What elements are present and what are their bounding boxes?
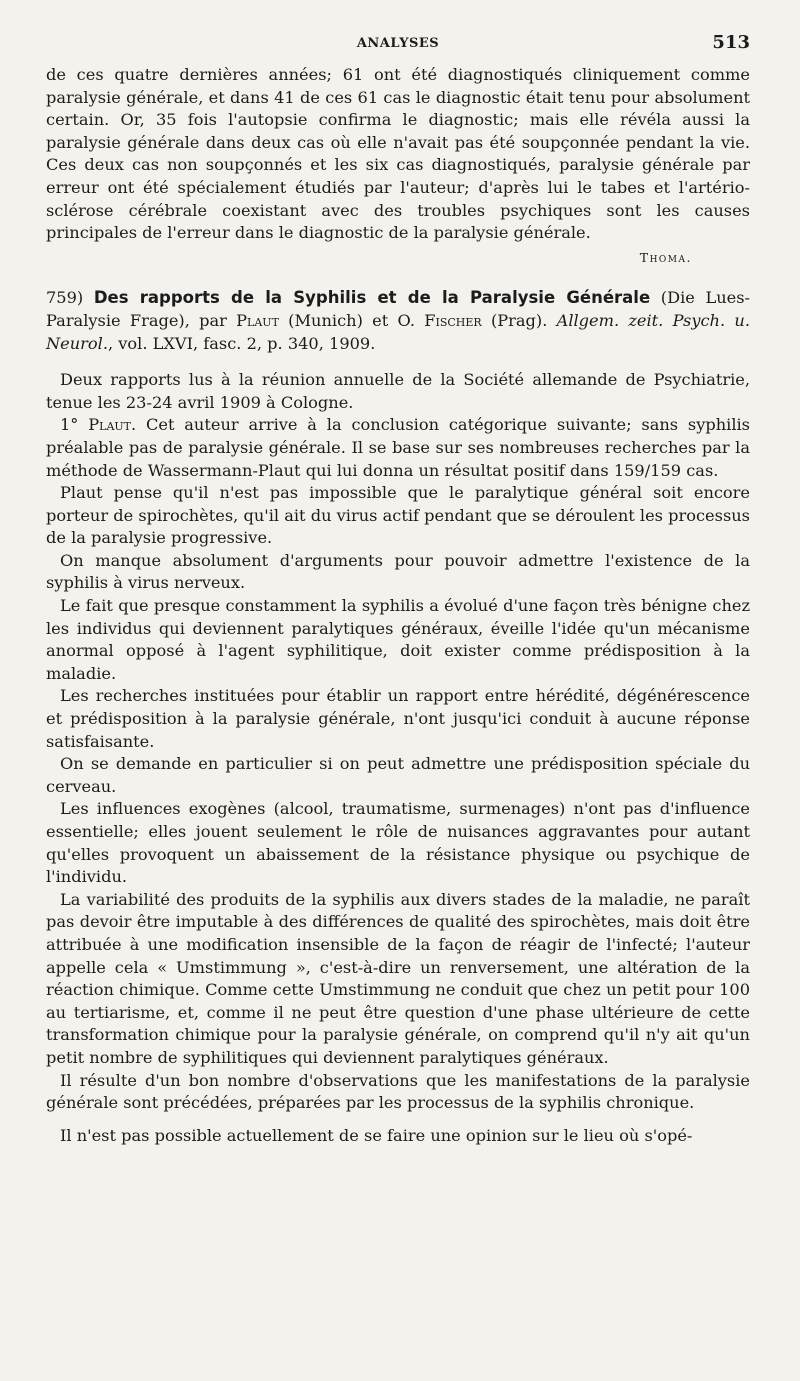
paragraph-2-lead: 1° — [60, 415, 79, 435]
article-journal: Allgem. zeit. Psych. u. Neurol. — [46, 310, 750, 353]
article-heading — [46, 287, 750, 355]
article-author-1: Plaut — [236, 310, 279, 330]
paragraph-10: Il résulte d'un bon nombre d'observations que les manifestations de la paralysie générale sont précédées, préparées par les processus de la syphilis chronique. — [46, 1070, 750, 1113]
paragraph-4: On manque absolument d'arguments pour pouvoir admettre l'existence de la syphilis à virus nerveux. — [46, 550, 750, 593]
paragraph-7: On se demande en particulier si on peut admettre une prédisposition spéciale du cerveau. — [46, 754, 750, 796]
article-german-title: (Die Lues-Paralysie Frage), par — [46, 288, 750, 330]
article-author-1-place: (Munich) et O. — [288, 310, 415, 330]
paragraph-5: Le fait que presque constamment la syphilis a évolué d'une façon très bénigne chez les individus qui deviennent paralytiques généraux, éveille l'idée qu'un mécanisme anormal opposé à l'agent syphilitique, doit exister comme prédisposition à la maladie. — [46, 596, 750, 683]
running-head: ANALYSES — [356, 36, 440, 51]
paragraph-6: Les recherches instituées pour établir un rapport entre hérédité, dégénérescence et prédisposition à la paralysie générale, n'ont jusqu'ici conduit à aucune réponse satisfaisante. — [46, 686, 750, 751]
article-citation: , vol. LXVI, fasc. 2, p. 340, 1909. — [107, 333, 376, 353]
paragraph-2-author: Plaut — [88, 415, 131, 435]
paragraph-1: Deux rapports lus à la réunion annuelle de la Société allemande de Psychiatrie, tenue les 23-24 avril 1909 à Cologne. — [46, 370, 750, 412]
body-text — [46, 64, 750, 1147]
paragraph-2-text: . Cet auteur arrive à la conclusion catégorique suivante; sans syphilis préalable pas de paralysie générale. Il se base sur ses nombreuses recherches par la méthode de Wassermann-Plaut qui lui donna un résultat positif dans 159/159 cas. — [46, 415, 750, 480]
previous-article-paragraph: de ces quatre dernières années; 61 ont été diagnostiqués cliniquement comme paralysie générale, et dans 41 de ces 61 cas le diagnostic était tenu pour absolument certain. Or, 35 fois l'autopsie confirma le diagnostic; mais elle révéla aussi la paralysie générale dans deux cas où elle n'avait pas été soupçonnée pendant la vie. Ces deux cas non soupçonnés et les six cas diagnostiqués, paralysie générale par erreur ont été spécialement étudiés par l'auteur; d'après lui le tabes et l'artério-sclérose cérébrale coexistant avec des troubles psychiques sont les causes principales de l'erreur dans le diagnostic de la paralysie générale. — [46, 65, 750, 243]
paragraph-9: La variabilité des produits de la syphilis aux divers stades de la maladie, ne paraît pas devoir être imputable à des différences de qualité des spirochètes, mais doit être attribuée à une modification insensible de la façon de réagir de l'infecté; l'auteur appelle cela « Umstimmung », c'est-à-dire un renversement, une altération de la réaction chimique. Comme cette Umstimmung ne conduit que chez un petit pour 100 au tertiarisme, et, comme il ne peut être question d'une phase ultérieure de cette transformation chimique pour la paralysie générale, on comprend qu'il n'y ait qu'un petit nombre de syphilitiques qui deviennent paralytiques généraux. — [46, 889, 750, 1067]
page-number: 513 — [712, 32, 750, 53]
reviewer-signature: Thoma. — [639, 249, 692, 265]
page-header — [46, 30, 750, 58]
article-author-2: Fischer — [424, 310, 482, 330]
paragraph-3: Plaut pense qu'il n'est pas impossible que le paralytique général soit encore porteur de spirochètes, qu'il ait du virus actif pendant que se déroulent les processus de la paralysie progressive. — [46, 483, 750, 548]
article-number: 759) — [46, 288, 84, 308]
paragraph-8: Les influences exogènes (alcool, traumatisme, surmenages) n'ont pas d'influence essentielle; elles jouent seulement le rôle de nuisances aggravantes pour autant qu'elles provoquent un abaissement de la résistance physique ou psychique de l'individu. — [46, 799, 750, 887]
paragraph-11: Il n'est pas possible actuellement de se faire une opinion sur le lieu où s'opé- — [60, 1125, 693, 1145]
paragraph-2 — [46, 414, 750, 482]
article-author-2-place: (Prag). — [490, 310, 548, 330]
article-title: Des rapports de la Syphilis et de la Paralysie Générale — [93, 288, 651, 308]
